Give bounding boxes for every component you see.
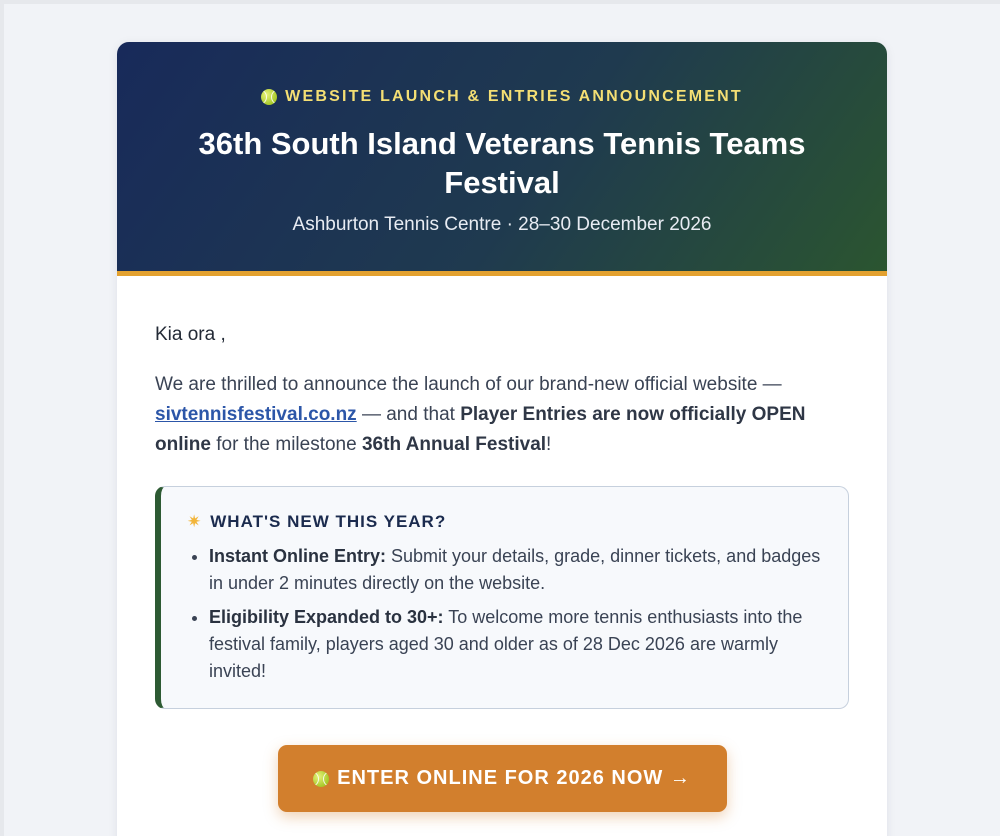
sparkle-star-icon: ✷ <box>187 512 203 531</box>
list-item <box>209 543 826 597</box>
callout-title-text: WHAT'S NEW THIS YEAR? <box>210 512 447 531</box>
entries-open-highlight: Player Entries are now officially OPEN online <box>155 404 806 455</box>
list-item-label: Eligibility Expanded to 30+: <box>209 607 444 627</box>
list-item <box>209 604 826 685</box>
festival-highlight: 36th Annual Festival <box>361 434 547 455</box>
callout-heading <box>187 507 826 537</box>
intro-text-3: for the milestone <box>210 434 362 455</box>
eyebrow-text: WEBSITE LAUNCH & ENTRIES ANNOUNCEMENT <box>285 88 743 105</box>
hero-banner <box>117 42 887 276</box>
list-item-text: To welcome more tennis enthusiasts into the festival family, players aged 30 and older as of 28 Dec 2026 are warmly invited! <box>209 607 803 681</box>
intro-paragraph <box>155 370 849 460</box>
intro-text-2: — and that <box>356 404 461 425</box>
enter-online-button[interactable] <box>278 745 727 812</box>
email-card <box>117 42 887 836</box>
page-title: 36th South Island Veterans Tennis Teams Festival <box>198 126 806 200</box>
greeting: Kia ora , <box>155 324 226 345</box>
list-item-text: Submit your details, grade, dinner tickets, and badges in under 2 minutes directly on the website. <box>209 546 821 593</box>
tennis-ball-icon <box>261 89 277 105</box>
intro-text-end: ! <box>546 434 552 455</box>
list-item-label: Instant Online Entry: <box>209 546 387 566</box>
cta-container <box>155 745 849 812</box>
cta-label: ENTER ONLINE FOR 2026 NOW → <box>337 767 691 789</box>
whats-new-list <box>187 543 826 685</box>
event-venue-dates: Ashburton Tennis Centre · 28–30 December 2026 <box>292 214 712 235</box>
announcement-eyebrow <box>261 88 743 106</box>
tennis-ball-icon <box>313 771 329 787</box>
email-body <box>117 276 887 812</box>
website-link[interactable]: sivtennisfestival.co.nz <box>155 404 357 425</box>
intro-text-1: We are thrilled to announce the launch of our brand-new official website — <box>155 374 782 395</box>
whats-new-callout <box>155 486 849 709</box>
